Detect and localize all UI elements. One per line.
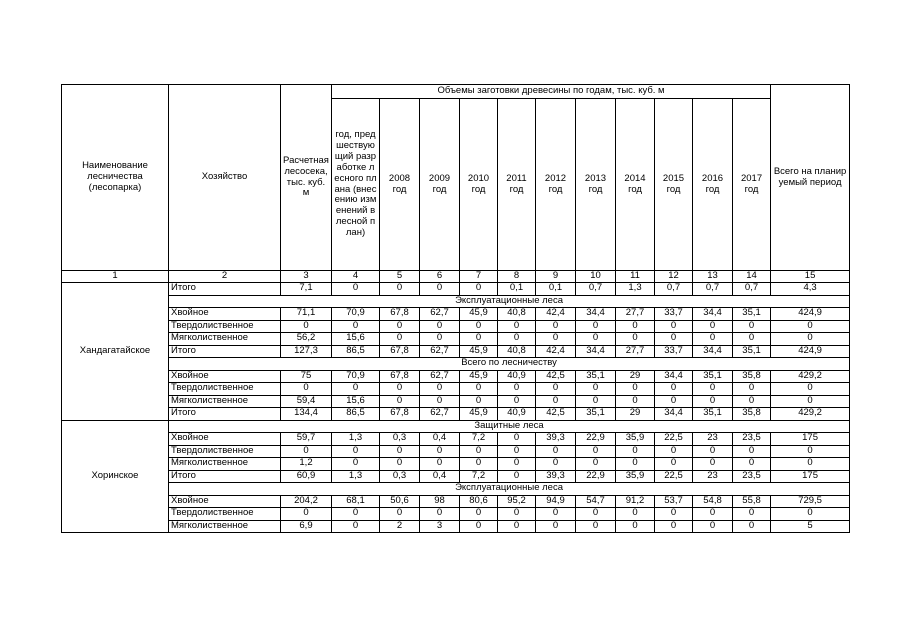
section-row [62, 483, 850, 496]
cell-value: 0 [771, 395, 850, 408]
cell-value: 0 [576, 445, 616, 458]
cell-value: 0 [655, 520, 693, 533]
cell-value: 55,8 [733, 495, 771, 508]
cell-value: 23,5 [733, 470, 771, 483]
cell-value: 0 [460, 283, 498, 296]
cell-value: 0 [536, 445, 576, 458]
cell-value: 0 [332, 520, 380, 533]
cell-value: 40,8 [498, 345, 536, 358]
row-label: Хвойное [169, 370, 281, 383]
cell-value: 15,6 [332, 395, 380, 408]
cell-value: 0 [380, 458, 420, 471]
table-row [62, 508, 850, 521]
cell-value: 45,9 [460, 308, 498, 321]
cell-value: 0 [536, 320, 576, 333]
column-number: 1 [62, 271, 169, 283]
cell-value: 0 [576, 395, 616, 408]
section-title: Защитные леса [169, 420, 850, 433]
cell-value: 0 [655, 395, 693, 408]
cell-value: 0 [332, 458, 380, 471]
cell-value: 68,1 [332, 495, 380, 508]
header-year: 2011 год [498, 99, 536, 271]
cell-value: 39,3 [536, 433, 576, 446]
cell-value: 75 [281, 370, 332, 383]
cell-value: 0 [576, 508, 616, 521]
cell-value: 0 [616, 333, 655, 346]
cell-value: 0 [498, 433, 536, 446]
cell-value: 53,7 [655, 495, 693, 508]
cell-value: 7,2 [460, 470, 498, 483]
cell-value: 0 [281, 508, 332, 521]
cell-value: 35,1 [693, 408, 733, 421]
cell-value: 0 [655, 383, 693, 396]
cell-value: 0 [498, 520, 536, 533]
cell-value: 0 [420, 445, 460, 458]
cell-value: 0 [498, 333, 536, 346]
header-year: 2010 год [460, 99, 498, 271]
cell-value: 0 [655, 508, 693, 521]
cell-value: 22,9 [576, 433, 616, 446]
cell-value: 0 [460, 445, 498, 458]
table-row [62, 345, 850, 358]
cell-value: 42,5 [536, 370, 576, 383]
cell-value: 0 [380, 395, 420, 408]
cell-value: 45,9 [460, 370, 498, 383]
cell-value: 0,3 [380, 470, 420, 483]
cell-value: 0,7 [733, 283, 771, 296]
cell-value: 59,4 [281, 395, 332, 408]
cell-value: 729,5 [771, 495, 850, 508]
cell-value: 39,3 [536, 470, 576, 483]
cell-value: 0 [771, 320, 850, 333]
cell-value: 1,3 [332, 470, 380, 483]
cell-value: 0 [332, 445, 380, 458]
cell-value: 35,9 [616, 433, 655, 446]
cell-value: 42,4 [536, 308, 576, 321]
harvest-volume-table [61, 84, 850, 533]
table-row [62, 408, 850, 421]
section-title: Всего по лесничеству [169, 358, 850, 371]
table-row [62, 470, 850, 483]
cell-value: 0,7 [655, 283, 693, 296]
cell-value: 0 [536, 520, 576, 533]
section-title: Эксплуатационные леса [169, 295, 850, 308]
cell-value: 0 [380, 445, 420, 458]
row-label: Итого [169, 283, 281, 296]
table-body [62, 283, 850, 533]
cell-value: 62,7 [420, 370, 460, 383]
cell-value: 0 [616, 445, 655, 458]
cell-value: 424,9 [771, 345, 850, 358]
cell-value: 0 [460, 333, 498, 346]
cell-value: 86,5 [332, 345, 380, 358]
cell-value: 34,4 [655, 408, 693, 421]
column-number: 5 [380, 271, 420, 283]
cell-value: 0 [771, 333, 850, 346]
cell-value: 0 [655, 333, 693, 346]
cell-value: 0 [693, 395, 733, 408]
row-label: Твердолиственное [169, 320, 281, 333]
forestry-name: Хоринское [62, 420, 169, 533]
cell-value: 429,2 [771, 408, 850, 421]
row-label: Мягколиственное [169, 458, 281, 471]
cell-value: 0 [281, 383, 332, 396]
row-label: Итого [169, 408, 281, 421]
cell-value: 62,7 [420, 308, 460, 321]
cell-value: 91,2 [616, 495, 655, 508]
column-number: 3 [281, 271, 332, 283]
header-year: 2013 год [576, 99, 616, 271]
cell-value: 0 [576, 320, 616, 333]
cell-value: 0 [380, 320, 420, 333]
cell-value: 42,4 [536, 345, 576, 358]
header-forestry: Наименование лесничества (лесопарка) [62, 85, 169, 271]
cell-value: 3 [420, 520, 460, 533]
cell-value: 40,8 [498, 308, 536, 321]
forestry-name: Хандагатайское [62, 283, 169, 421]
cell-value: 33,7 [655, 345, 693, 358]
cell-value: 27,7 [616, 345, 655, 358]
cell-value: 34,4 [693, 345, 733, 358]
cell-value: 0 [281, 320, 332, 333]
cell-value: 127,3 [281, 345, 332, 358]
cell-value: 0 [498, 445, 536, 458]
cell-value: 59,7 [281, 433, 332, 446]
cell-value: 45,9 [460, 408, 498, 421]
cell-value: 34,4 [576, 345, 616, 358]
cell-value: 0 [693, 333, 733, 346]
cell-value: 0 [576, 520, 616, 533]
cell-value: 54,7 [576, 495, 616, 508]
cell-value: 0 [616, 508, 655, 521]
cell-value: 0,4 [420, 470, 460, 483]
cell-value: 0 [380, 283, 420, 296]
cell-value: 0 [693, 445, 733, 458]
cell-value: 35,8 [733, 408, 771, 421]
cell-value: 23 [693, 433, 733, 446]
row-label: Хвойное [169, 433, 281, 446]
cell-value: 0 [380, 333, 420, 346]
cell-value: 6,9 [281, 520, 332, 533]
table-row [62, 283, 850, 296]
cell-value: 0 [536, 395, 576, 408]
cell-value: 15,6 [332, 333, 380, 346]
cell-value: 62,7 [420, 345, 460, 358]
cell-value: 35,1 [576, 370, 616, 383]
section-row [62, 295, 850, 308]
cell-value: 1,3 [332, 433, 380, 446]
table-row [62, 458, 850, 471]
cell-value: 70,9 [332, 370, 380, 383]
cell-value: 0 [536, 508, 576, 521]
cell-value: 0 [380, 383, 420, 396]
header-year: 2016 год [693, 99, 733, 271]
cell-value: 50,6 [380, 495, 420, 508]
column-number: 15 [771, 271, 850, 283]
cell-value: 0 [616, 395, 655, 408]
cell-value: 95,2 [498, 495, 536, 508]
cell-value: 35,1 [733, 345, 771, 358]
cell-value: 27,7 [616, 308, 655, 321]
cell-value: 0 [420, 283, 460, 296]
cell-value: 33,7 [655, 308, 693, 321]
cell-value: 7,2 [460, 433, 498, 446]
cell-value: 0 [733, 395, 771, 408]
cell-value: 0 [332, 320, 380, 333]
cell-value: 29 [616, 370, 655, 383]
cell-value: 23,5 [733, 433, 771, 446]
cell-value: 0 [616, 458, 655, 471]
cell-value: 86,5 [332, 408, 380, 421]
cell-value: 0 [460, 395, 498, 408]
header-year: 2015 год [655, 99, 693, 271]
table-header [62, 85, 850, 283]
cell-value: 0 [498, 508, 536, 521]
row-label: Мягколиственное [169, 520, 281, 533]
cell-value: 0 [498, 458, 536, 471]
cell-value: 0 [733, 445, 771, 458]
cell-value: 34,4 [693, 308, 733, 321]
cell-value: 35,1 [693, 370, 733, 383]
cell-value: 0 [733, 458, 771, 471]
header-economy: Хозяйство [169, 85, 281, 271]
column-number: 4 [332, 271, 380, 283]
column-number: 7 [460, 271, 498, 283]
column-numbers-row [62, 271, 850, 283]
header-year: 2017 год [733, 99, 771, 271]
row-label: Мягколиственное [169, 333, 281, 346]
column-number: 14 [733, 271, 771, 283]
header-volumes-group: Объемы заготовки древесины по годам, тыс. куб. м [332, 85, 771, 99]
cell-value: 0 [332, 383, 380, 396]
cell-value: 34,4 [576, 308, 616, 321]
cell-value: 0 [420, 383, 460, 396]
cell-value: 1,2 [281, 458, 332, 471]
header-prior-year: год, предшествующий разработке лесного плана (внесению изменений в лесной план) [332, 99, 380, 271]
cell-value: 0 [498, 383, 536, 396]
cell-value: 80,6 [460, 495, 498, 508]
cell-value: 0 [576, 333, 616, 346]
cell-value: 1,3 [616, 283, 655, 296]
cell-value: 0 [536, 333, 576, 346]
cell-value: 0,3 [380, 433, 420, 446]
cell-value: 0 [332, 283, 380, 296]
cell-value: 0 [693, 508, 733, 521]
column-number: 12 [655, 271, 693, 283]
cell-value: 0 [616, 320, 655, 333]
cell-value: 0 [380, 508, 420, 521]
column-number: 2 [169, 271, 281, 283]
cell-value: 0,1 [536, 283, 576, 296]
table-row [62, 333, 850, 346]
cell-value: 22,9 [576, 470, 616, 483]
cell-value: 0 [771, 383, 850, 396]
cell-value: 67,8 [380, 308, 420, 321]
cell-value: 0 [693, 520, 733, 533]
table-row [62, 433, 850, 446]
table-row [62, 383, 850, 396]
cell-value: 45,9 [460, 345, 498, 358]
cell-value: 0 [420, 320, 460, 333]
table-row [62, 445, 850, 458]
column-number: 10 [576, 271, 616, 283]
column-number: 8 [498, 271, 536, 283]
cell-value: 0 [733, 508, 771, 521]
cell-value: 5 [771, 520, 850, 533]
cell-value: 0 [536, 458, 576, 471]
cell-value: 204,2 [281, 495, 332, 508]
cell-value: 35,1 [733, 308, 771, 321]
row-label: Итого [169, 345, 281, 358]
cell-value: 0 [733, 383, 771, 396]
cell-value: 0 [460, 520, 498, 533]
cell-value: 0 [655, 320, 693, 333]
cell-value: 7,1 [281, 283, 332, 296]
cell-value: 0,1 [498, 283, 536, 296]
row-label: Мягколиственное [169, 395, 281, 408]
cell-value: 0 [616, 383, 655, 396]
cell-value: 0 [655, 458, 693, 471]
cell-value: 0,7 [693, 283, 733, 296]
table-row [62, 308, 850, 321]
cell-value: 134,4 [281, 408, 332, 421]
column-number: 6 [420, 271, 460, 283]
cell-value: 62,7 [420, 408, 460, 421]
row-label: Твердолиственное [169, 445, 281, 458]
table-row [62, 370, 850, 383]
cell-value: 40,9 [498, 408, 536, 421]
cell-value: 0 [498, 470, 536, 483]
cell-value: 0,7 [576, 283, 616, 296]
cell-value: 71,1 [281, 308, 332, 321]
cell-value: 0 [460, 508, 498, 521]
cell-value: 22,5 [655, 433, 693, 446]
cell-value: 0 [498, 395, 536, 408]
cell-value: 4,3 [771, 283, 850, 296]
header-total-period: Всего на планируемый период [771, 85, 850, 271]
cell-value: 0 [616, 520, 655, 533]
cell-value: 0 [420, 458, 460, 471]
cell-value: 0 [693, 320, 733, 333]
section-row [62, 358, 850, 371]
row-label: Хвойное [169, 308, 281, 321]
cell-value: 54,8 [693, 495, 733, 508]
section-row [62, 420, 850, 433]
cell-value: 175 [771, 470, 850, 483]
table-row [62, 395, 850, 408]
cell-value: 0 [576, 383, 616, 396]
cell-value: 0 [771, 508, 850, 521]
cell-value: 29 [616, 408, 655, 421]
cell-value: 23 [693, 470, 733, 483]
cell-value: 42,5 [536, 408, 576, 421]
row-label: Твердолиственное [169, 383, 281, 396]
table-row [62, 495, 850, 508]
cell-value: 0 [655, 445, 693, 458]
column-number: 9 [536, 271, 576, 283]
header-year: 2008 год [380, 99, 420, 271]
cell-value: 35,1 [576, 408, 616, 421]
cell-value: 98 [420, 495, 460, 508]
column-number: 13 [693, 271, 733, 283]
cell-value: 0 [771, 458, 850, 471]
cell-value: 175 [771, 433, 850, 446]
cell-value: 0 [771, 445, 850, 458]
cell-value: 40,9 [498, 370, 536, 383]
cell-value: 0 [693, 383, 733, 396]
header-year: 2009 год [420, 99, 460, 271]
cell-value: 94,9 [536, 495, 576, 508]
cell-value: 70,9 [332, 308, 380, 321]
row-label: Твердолиственное [169, 508, 281, 521]
cell-value: 424,9 [771, 308, 850, 321]
cell-value: 0,4 [420, 433, 460, 446]
cell-value: 0 [733, 333, 771, 346]
table-row [62, 520, 850, 533]
row-label: Итого [169, 470, 281, 483]
cell-value: 0 [420, 395, 460, 408]
cell-value: 0 [576, 458, 616, 471]
cell-value: 0 [420, 508, 460, 521]
cell-value: 34,4 [655, 370, 693, 383]
cell-value: 56,2 [281, 333, 332, 346]
cell-value: 0 [733, 320, 771, 333]
cell-value: 0 [460, 383, 498, 396]
cell-value: 0 [693, 458, 733, 471]
cell-value: 0 [498, 320, 536, 333]
cell-value: 0 [460, 320, 498, 333]
cell-value: 0 [420, 333, 460, 346]
cell-value: 2 [380, 520, 420, 533]
cell-value: 35,9 [616, 470, 655, 483]
cell-value: 429,2 [771, 370, 850, 383]
header-year: 2012 год [536, 99, 576, 271]
cell-value: 0 [460, 458, 498, 471]
row-label: Хвойное [169, 495, 281, 508]
cell-value: 0 [332, 508, 380, 521]
table-row [62, 320, 850, 333]
cell-value: 0 [733, 520, 771, 533]
cell-value: 67,8 [380, 408, 420, 421]
cell-value: 67,8 [380, 345, 420, 358]
cell-value: 60,9 [281, 470, 332, 483]
cell-value: 0 [281, 445, 332, 458]
cell-value: 67,8 [380, 370, 420, 383]
header-year: 2014 год [616, 99, 655, 271]
section-title: Эксплуатационные леса [169, 483, 850, 496]
cell-value: 35,8 [733, 370, 771, 383]
cell-value: 22,5 [655, 470, 693, 483]
cell-value: 0 [536, 383, 576, 396]
header-allowable-cut: Расчетная лесосека, тыс. куб. м [281, 85, 332, 271]
column-number: 11 [616, 271, 655, 283]
